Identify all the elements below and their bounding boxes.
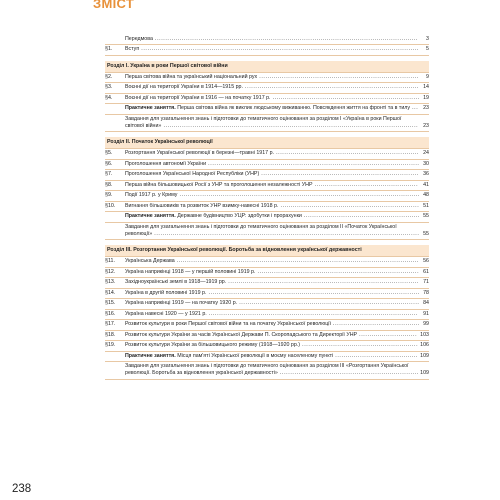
toc-entry <box>105 160 429 170</box>
entry-number: §18. <box>105 331 116 338</box>
entry-page: 78 <box>423 289 429 296</box>
contents-heading: ЗМІСТ <box>93 0 135 11</box>
toc-entry <box>105 35 429 45</box>
toc-entry <box>105 202 429 212</box>
entry-number: §10. <box>105 202 116 209</box>
entry-page: 51 <box>423 202 429 209</box>
entry-title: Події 1917 р. у Криму .................................................................................................................... <box>125 192 420 199</box>
practical-label: Практичне заняття. <box>125 213 178 220</box>
entry-page: 23 <box>423 123 429 129</box>
entry-title: Українська Держава ..................................................................................................................... <box>125 258 420 265</box>
toc-entry <box>105 268 429 278</box>
toc-entry <box>105 45 429 55</box>
entry-page: 84 <box>423 300 429 307</box>
entry-title: Проголошення Української Народної Республіки (УНР) ............................................................................ <box>125 171 419 178</box>
dot-leader: ........................................................................................................................... <box>161 123 419 129</box>
entry-page: 23 <box>423 105 429 112</box>
dot-leader: ........................................ <box>333 352 419 359</box>
entry-title: Завдання для узагальнення знань і підготовки до тематичного оцінювання за розділом І «Україна в роки Першої світової війни» ........................................................................................................................... <box>125 115 419 129</box>
toc-entry <box>105 94 429 104</box>
dot-leader: ..................................................................................................... <box>206 310 419 317</box>
entry-page: 71 <box>423 279 429 286</box>
entry-title: Україна в другій половині 1919 р. ...................................................................................................... <box>125 289 420 296</box>
dot-leader: .............................................................................. <box>255 268 420 275</box>
entry-page: 55 <box>423 230 429 237</box>
entry-title: Завдання для узагальнення знань і підготовки до тематичного оцінювання за розділом ІІІ «Розгортання Української революції. Боротьба за відновлення української державності» ................................................................... <box>125 363 419 377</box>
entry-title: Вступ ...................................................................................................................................... <box>125 46 419 53</box>
entry-number: §1. <box>105 46 113 53</box>
toc-entry <box>105 320 429 330</box>
entry-number: §16. <box>105 310 116 317</box>
entry-page: 106 <box>420 342 429 349</box>
entry-page: 109 <box>420 352 429 359</box>
toc-entry <box>105 104 429 114</box>
toc-entry <box>105 83 429 93</box>
entry-page: 24 <box>423 150 429 157</box>
entry-number: §13. <box>105 279 116 286</box>
section-heading: Розділ ІІ. Початок Української революції <box>105 137 429 149</box>
toc-entry <box>105 299 429 309</box>
dot-leader: ................................................................... <box>278 202 420 209</box>
entry-number: §9. <box>105 192 113 199</box>
entry-title: Розвиток культури України за більшовицького режиму (1918—1920 рр.) ........................................................ <box>125 342 419 349</box>
entry-page: 19 <box>423 94 429 101</box>
entry-title: Вигнання більшовиків та розвиток УНР взимку-навесні 1918 р. ................................................................... <box>125 202 420 209</box>
entry-title: Практичне заняття. Державне будівництво УЦР: здобутки і прорахунки ........................................................ <box>125 213 420 220</box>
entry-title: Проголошення автономії України ...................................................................................................... <box>125 160 420 167</box>
dot-leader: ................................................................................................................................ <box>152 230 420 237</box>
dot-leader: .................................................. <box>312 181 419 188</box>
entry-title: Україна наприкінці 1919 — на початку 1920 р. ....................................................................................... <box>125 300 420 307</box>
entry-number: §3. <box>105 84 113 91</box>
entry-number: §6. <box>105 160 113 167</box>
dot-leader: ............................................................................ <box>259 171 419 178</box>
section-heading: Розділ ІІІ. Розгортання Української революції. Боротьба за відновлення української державності <box>105 245 429 257</box>
entry-number: §14. <box>105 289 116 296</box>
toc-entry <box>105 73 429 83</box>
dot-leader: ............................................................................. <box>257 73 419 80</box>
toc-entry <box>105 362 429 380</box>
table-of-contents <box>105 35 429 380</box>
dot-leader: ................................................................... <box>277 370 419 377</box>
dot-leader: ............................................................................................................................... <box>152 36 419 42</box>
toc-entry <box>105 191 429 201</box>
dot-leader: ..................................................................................................................... <box>174 258 420 265</box>
entry-number: §5. <box>105 150 113 157</box>
entry-title: Практичне заняття. Місця пам'яті Української революції в моєму населеному пункті ........................................ <box>125 352 419 359</box>
entry-number: §2. <box>105 73 113 80</box>
entry-title: Завдання для узагальнення знань і підготовки до тематичного оцінювання за розділом ІІ «Початок Української революції» ................................................................................................................................ <box>125 223 420 237</box>
dot-leader: .................................................................................... <box>242 84 420 91</box>
dot-leader: ........................................................ <box>301 213 420 220</box>
entry-title: Перша війна більшовицької Росії з УНР та проголошення незалежності УНР .................................................. <box>125 181 419 188</box>
entry-page: 55 <box>423 213 429 220</box>
entry-number: §19. <box>105 342 116 349</box>
practical-label: Практичне заняття. <box>125 105 178 112</box>
page-number: 238 <box>12 483 32 495</box>
toc-entry <box>105 278 429 288</box>
entry-number: §17. <box>105 321 116 328</box>
toc-entry <box>105 181 429 191</box>
entry-page: 41 <box>423 181 429 188</box>
entry-number: §8. <box>105 181 113 188</box>
toc-entry <box>105 212 429 222</box>
dot-leader: ....................................................................... <box>270 94 420 101</box>
dot-leader: ............................................................................................ <box>226 279 419 286</box>
entry-title: Воєнні дії на території України в 1914—1915 рр. .................................................................................... <box>125 84 420 91</box>
entry-title: Практичне заняття. Перша світова війна як виклик людському виживанню. Повсякдення життя на фронті та в тилу ... <box>125 105 419 112</box>
entry-page: 3 <box>426 36 429 42</box>
toc-entry <box>105 310 429 320</box>
toc-entry <box>105 352 429 362</box>
entry-title: Західноукраїнські землі в 1918—1919 рр. ............................................................................................ <box>125 279 419 286</box>
entry-title: Україна наприкінці 1918 — у першій половині 1919 р. .............................................................................. <box>125 268 420 275</box>
toc-entry <box>105 257 429 267</box>
entry-page: 109 <box>420 370 429 377</box>
toc-entry <box>105 149 429 159</box>
practical-label: Практичне заняття. <box>125 352 178 359</box>
dot-leader: ...................................................................................................................................... <box>139 46 419 53</box>
entry-page: 56 <box>423 258 429 265</box>
entry-page: 30 <box>423 160 429 167</box>
dot-leader: ..................................................................... <box>274 150 420 157</box>
entry-title: Розвиток культури України за часів Української Держави П. Скоропадського та Директорії УНР ............................ <box>125 331 418 338</box>
entry-number: §15. <box>105 300 116 307</box>
dot-leader: ... <box>410 105 419 112</box>
dot-leader: ........................................................ <box>300 342 419 349</box>
toc-entry <box>105 170 429 180</box>
entry-title: Перша світова війна та український національний рух ............................................................................. <box>125 73 419 80</box>
dot-leader: ...................................................................................................... <box>206 160 420 167</box>
entry-title: Розгортання Української революції в березні—травні 1917 р. ..................................................................... <box>125 150 420 157</box>
section-heading: Розділ І. Україна в роки Першої світової війни <box>105 61 429 73</box>
entry-number: §11. <box>105 258 115 265</box>
entry-page: 48 <box>423 192 429 199</box>
toc-entry <box>105 341 429 351</box>
toc-entry <box>105 289 429 299</box>
entry-page: 5 <box>426 46 429 53</box>
entry-page: 103 <box>420 331 429 338</box>
entry-title: Воєнні дії на території України в 1916 — на початку 1917 р. ....................................................................... <box>125 94 420 101</box>
dot-leader: ............................ <box>357 331 418 338</box>
entry-page: 61 <box>423 268 429 275</box>
entry-page: 99 <box>423 321 429 328</box>
entry-number: §4. <box>105 94 113 101</box>
entry-page: 36 <box>423 171 429 178</box>
dot-leader: ....................................................................................... <box>237 300 420 307</box>
entry-number: §12. <box>105 268 116 275</box>
entry-title: Розвиток культури в роки Першої світової війни та на початку Української революції .......................................... <box>125 321 420 328</box>
dot-leader: ...................................................................................................... <box>206 289 420 296</box>
entry-page: 91 <box>423 310 429 317</box>
dot-leader: .................................................................................................................... <box>177 192 420 199</box>
entry-title: Передмова ............................................................................................................................... <box>125 36 419 42</box>
entry-title: Україна навесні 1920 — у 1921 р. ..................................................................................................... <box>125 310 419 317</box>
entry-number: §7. <box>105 171 113 178</box>
toc-entry <box>105 115 429 133</box>
dot-leader: .......................................... <box>330 321 420 328</box>
entry-page: 9 <box>426 73 429 80</box>
toc-entry <box>105 331 429 341</box>
toc-entry <box>105 223 429 241</box>
entry-page: 14 <box>423 84 429 91</box>
